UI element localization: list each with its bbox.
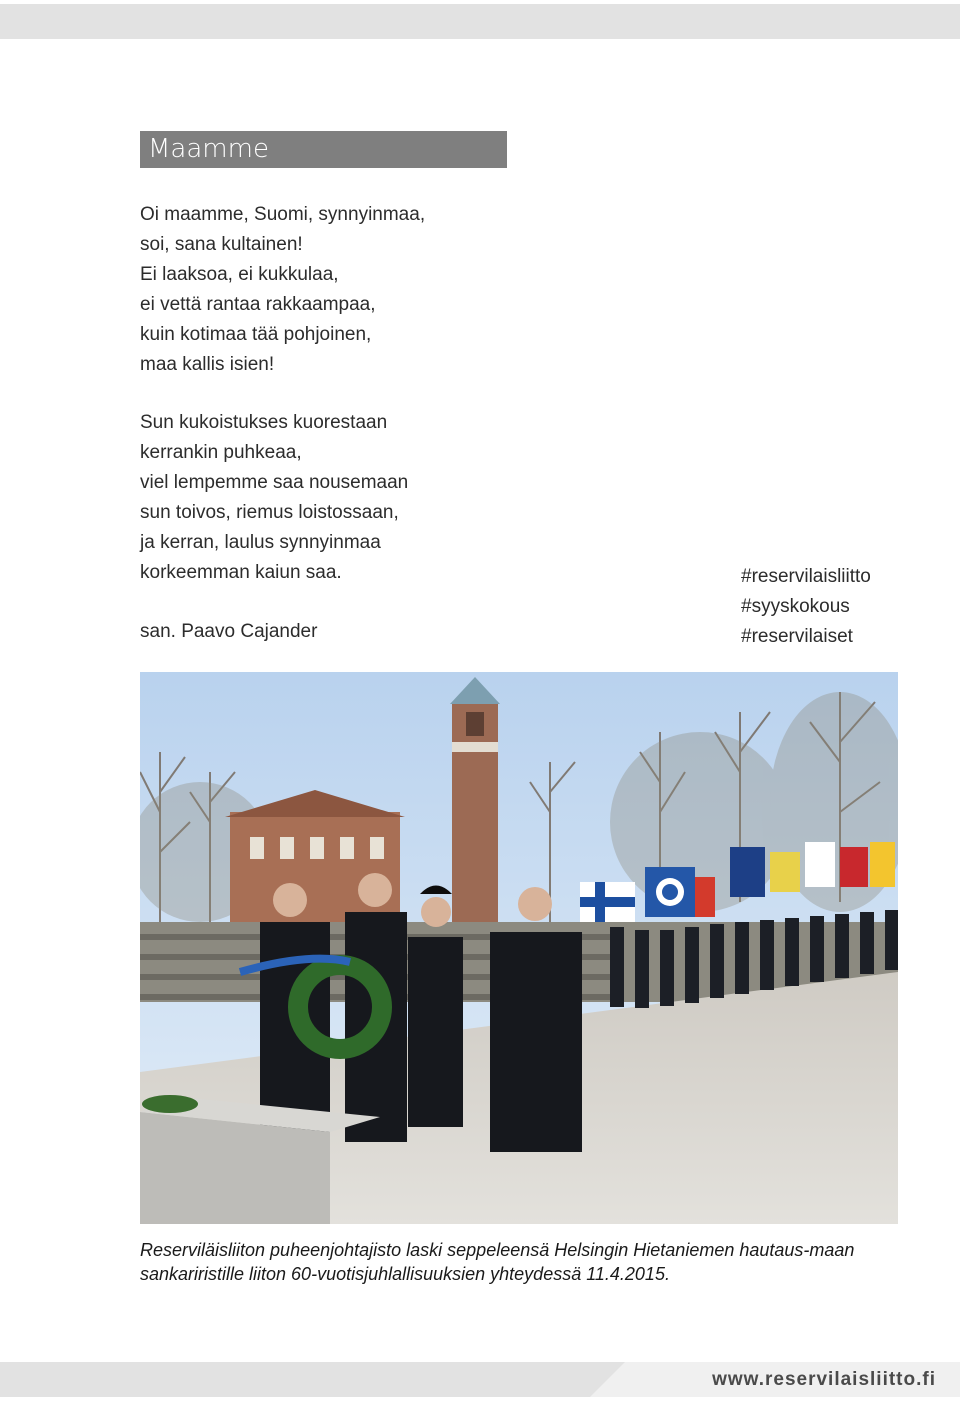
photo-caption: Reserviläisliiton puheenjohtajisto laski seppeleensä Helsingin Hietaniemen hautaus-maan sankariristille liiton 60-vuotisjuhlallisuuksien yhteydessä 11.4.2015. — [140, 1240, 855, 1284]
poem-line: Oi maamme, Suomi, synnyinmaa, — [140, 204, 426, 225]
poem-line: kuin kotimaa tää pohjoinen, — [140, 324, 372, 345]
poem-stanza-2 — [140, 408, 408, 588]
footer-url[interactable]: www.reservilaisliitto.fi — [712, 1369, 936, 1390]
poem-stanza-1 — [140, 200, 425, 380]
hashtag: #reservilaiset — [741, 626, 853, 647]
poem-line: maa kallis isien! — [140, 354, 275, 375]
poem-line: soi, sana kultainen! — [140, 234, 303, 255]
poem-author: san. Paavo Cajander — [140, 621, 318, 642]
poem-line: ja kerran, laulus synnyinmaa — [140, 532, 381, 553]
poem-line: Sun kukoistukses kuorestaan — [140, 412, 388, 433]
poem-line: ei vettä rantaa rakkaampaa, — [140, 294, 376, 315]
hashtag: #syyskokous — [741, 596, 850, 617]
top-band — [0, 4, 960, 39]
poem-line: viel lempemme saa nousemaan — [140, 472, 409, 493]
poem-line: Ei laaksoa, ei kukkulaa, — [140, 264, 339, 285]
section-heading: Maamme — [140, 131, 507, 168]
poem-line: sun toivos, riemus loistossaan, — [140, 502, 399, 523]
hashtag-list — [741, 562, 871, 652]
poem-line: korkeemman kaiun saa. — [140, 562, 342, 583]
poem-line: kerrankin puhkeaa, — [140, 442, 302, 463]
hashtag: #reservilaisliitto — [741, 566, 871, 587]
ceremony-photo — [140, 672, 898, 1224]
ceremony-photo-illustration — [140, 672, 898, 1224]
